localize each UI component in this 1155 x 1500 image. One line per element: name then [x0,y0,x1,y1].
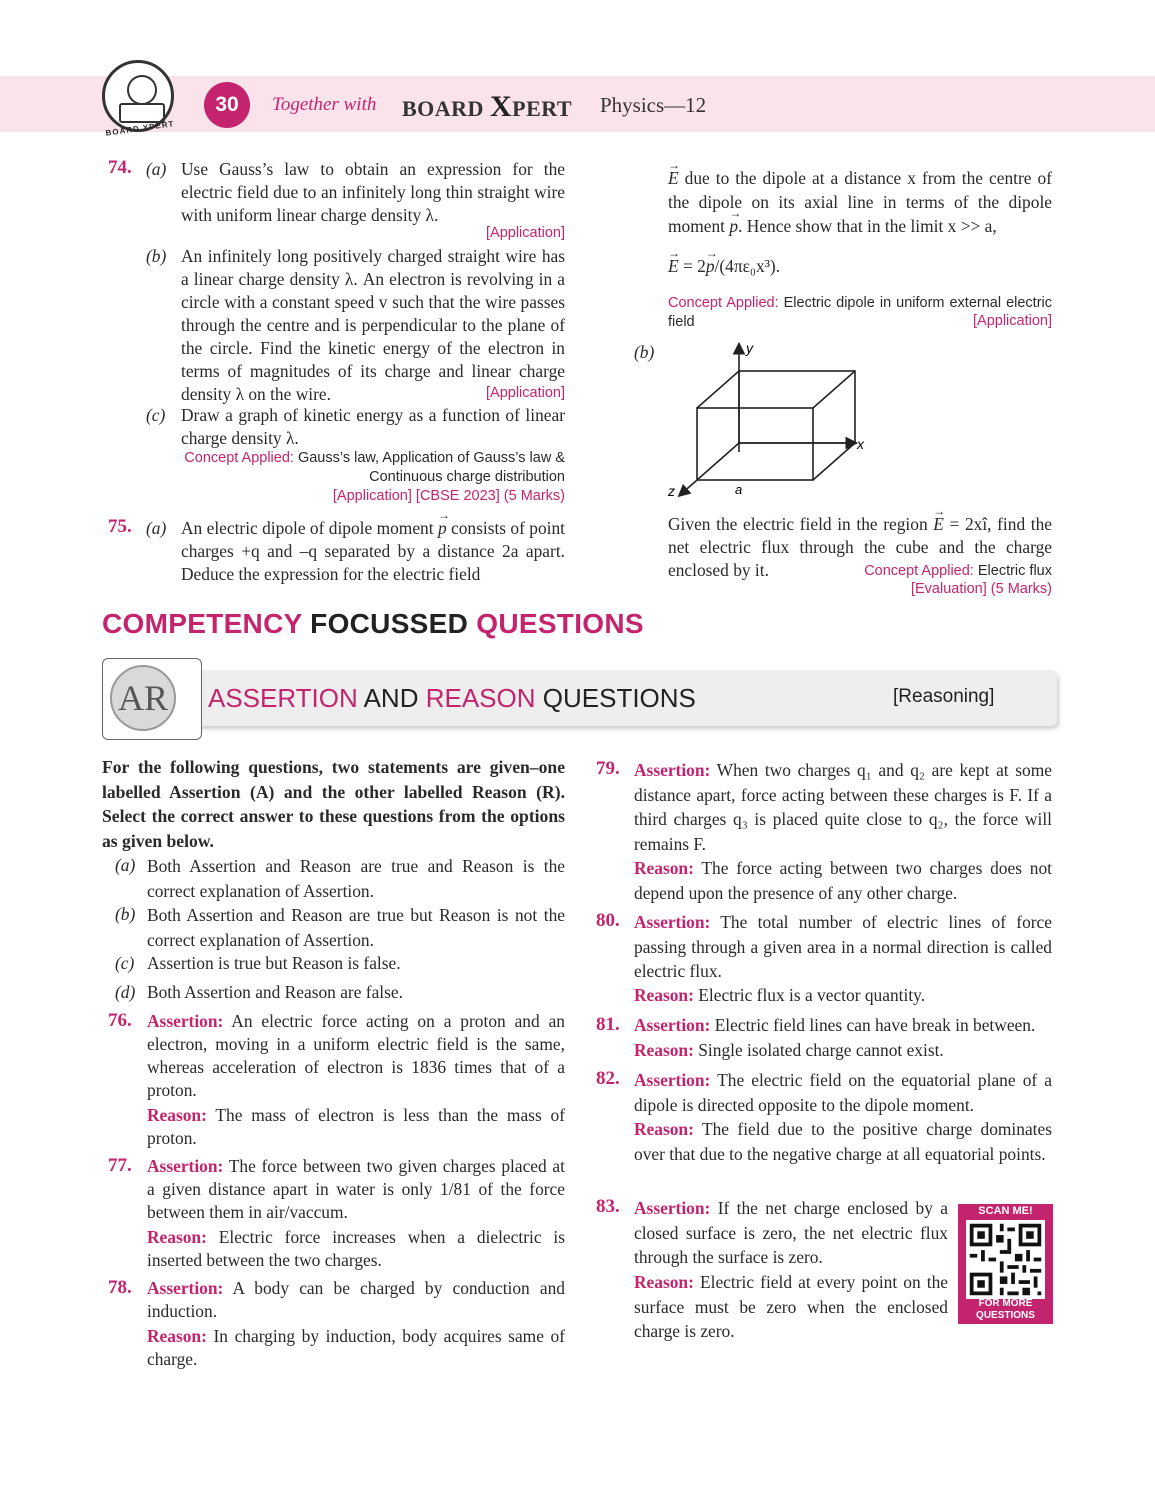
assertion-body: Electric field lines can have break in between. [714,1015,1036,1035]
heading-word: FOCUSSED [310,608,469,639]
concept-text: Electric dipole in uniform external electric field [668,295,1052,330]
part-label: (a) [146,518,167,538]
axis-label-z: z [668,483,675,499]
assertion-text [634,910,1052,984]
reason-text [147,1325,565,1371]
q74-tags: [Application] [CBSE 2023] (5 Marks) [332,488,565,504]
part-label: (a) [146,159,167,179]
part-label: (b) [634,342,655,362]
assertion-text [147,1010,565,1102]
section-heading [102,608,644,640]
cube-back-face [739,371,855,443]
q75-cont-text-1: due to the dipole at a distance x from the centre of the dipole on its axial line in terms of the dipole moment [668,168,1052,236]
q75-a-text-1: An electric dipole of dipole moment [181,518,434,538]
logo-text: BOARD XPERT [105,119,175,138]
ar-title-word: AND [363,683,419,713]
reason-label: Reason: [147,1105,207,1125]
q75-b-text-2: = 2xî, find the net electric flux through the cube and the charge enclosed by it. [668,514,1053,580]
assertion-body: A body can be charged by conduction and induction. [147,1278,566,1321]
part-label: (c) [146,405,166,425]
q75-cont-text-2: . Hence show that in the limit x >> a, [738,216,997,236]
reason-body: The field due to the positive charge dominates over that due to the negative charge at all equatorial points. [634,1119,1052,1164]
reason-text [634,1270,948,1344]
option-label: (c) [115,953,135,973]
q75-formula [668,255,780,278]
assertion-text [634,1196,948,1270]
assertion-label: Assertion: [147,1011,224,1031]
reason-text [147,1104,565,1150]
assertion-body: The total number of electric lines of force passing through a given area in a normal direction is called electric flux. [634,912,1052,981]
reason-body: Electric flux is a vector quantity. [698,985,926,1005]
reason-body: The force acting between two charges does not depend upon the presence of any other charge. [634,858,1052,903]
vector-E: → E [933,513,944,536]
option-text: Both Assertion and Reason are false. [147,982,403,1002]
ar-title-word: ASSERTION [208,683,358,713]
logo-face [127,75,157,105]
option-text: Both Assertion and Reason are true but Reason is not the correct explanation of Assertion. [147,905,565,950]
reason-text [147,1226,565,1272]
concept-text: Gauss’s law, Application of Gauss’s law & Continuous charge distribution [297,450,565,485]
assertion-body: If the net charge enclosed by a closed surface is zero, the net electric flux through the surface is zero. [634,1198,948,1267]
reason-label: Reason: [634,1040,694,1060]
question-number: 74. [108,157,132,178]
qr-code-panel[interactable] [958,1204,1053,1324]
assertion-label: Assertion: [147,1278,224,1298]
assertion-text [634,758,1052,856]
heading-word: COMPETENCY [102,608,303,639]
vector-E: → E [668,255,679,278]
question-number: 79. [596,758,620,779]
assertion-label: Assertion: [634,1015,711,1035]
axis-label-y: y [746,340,753,356]
concept-label: Concept Applied: [184,450,294,466]
q74-a-tag: [Application] [486,225,565,241]
cube-diagram [660,335,880,505]
option-text: Assertion is true but Reason is false. [147,953,401,973]
concept-label: Concept Applied: [668,295,779,311]
reason-body: Electric field at every point on the surface must be zero when the enclosed charge is zero. [634,1272,948,1341]
q75-b-tags: [Evaluation] (5 Marks) [910,581,1052,597]
vector-E: → E [668,166,679,190]
question-number: 75. [108,516,132,537]
reason-label: Reason: [147,1326,207,1346]
side-label-a: a [735,482,743,497]
q74-part-b: An infinitely long positively charged straight wire has a linear charge density λ. An electron is revolving in a circle with a constant speed v such that the wire passes through the centre and is perpendicular to the plane of the circle. Find the kinetic energy of the electron in terms of magnitudes of its charge and linear charge density λ on the wire. [181,246,565,404]
z-axis [680,443,739,495]
assertion-label: Assertion: [634,760,711,780]
concept-text: Electric flux [977,563,1052,579]
instructions: For the following questions, two statements are given–one labelled Assertion (A) and the other labelled Reason (R). Select the correct answer to these questions from the options as given below. [102,757,565,851]
reason-body: In charging by induction, body acquires same of charge. [147,1326,565,1369]
q75-continuation [668,166,1052,238]
qr-caption-top: SCAN ME! [978,1205,1033,1217]
reason-label: Reason: [634,1272,694,1292]
ar-title-word: REASON [425,683,536,713]
brand-post: PERT [512,96,573,121]
question-number: 83. [596,1196,620,1217]
qr-caption-bottom: FOR MORE QUESTIONS [976,1298,1035,1321]
vector-p: → p [729,214,738,238]
ar-icon: AR [110,665,176,731]
reason-label: Reason: [634,1119,694,1139]
reason-text [634,1039,1052,1062]
assertion-label: Assertion: [634,1070,711,1090]
axis-label-x: x [857,436,864,452]
assertion-text [634,1014,1052,1037]
skill-tag: [Reasoning] [893,686,995,707]
question-number: 76. [108,1010,132,1031]
page-number: 30 [204,82,250,128]
cube-front-face [697,408,813,480]
assertion-label: Assertion: [634,1198,711,1218]
reason-body: The mass of electron is less than the mass of proton. [147,1105,565,1148]
q75-part-a [181,517,565,586]
reason-body: Electric force increases when a dielectric is inserted between the two charges. [147,1227,565,1270]
qr-code-icon[interactable] [966,1220,1045,1299]
formula-mid: = 2 [678,256,706,276]
q74-concept [160,449,565,487]
question-number: 80. [596,910,620,931]
subject-title: Physics—12 [600,93,707,117]
question-number: 82. [596,1068,620,1089]
reason-label: Reason: [634,858,694,878]
part-label: (b) [146,246,167,266]
assertion-body: When two charges q₁ and q₂ are kept at some distance apart, force acting between these charges is F. If a third charges q₃ is placed quite close to q₂, the force will remains F. [634,760,1052,854]
brand-name [402,90,572,124]
assertion-body: An electric force acting on a proton and an electron, moving in a uniform electric field is the same, whereas acceleration of electron is 1836 times that of a proton. [147,1011,565,1100]
assertion-body: The electric field on the equatorial plane of a dipole is directed opposite to the dipole moment. [634,1070,1052,1115]
heading-word: QUESTIONS [476,608,644,639]
reason-text [634,984,1052,1007]
concept-label: Concept Applied: [864,563,974,579]
q75-a-text-2: consists of point charges +q and –q separated by a distance 2a apart. Deduce the expression for the electric field [181,518,566,584]
q75-b-text-1: Given the electric field in the region [668,514,928,534]
assertion-text [147,1155,565,1224]
formula-tail: /(4πε₀x³). [714,256,781,276]
vector-p: → p [706,255,715,278]
option-label: (d) [115,982,136,1002]
q75-b-concept [800,562,1052,581]
ar-title [208,683,696,714]
tagline: Together with [272,94,377,115]
reason-body: Single isolated charge cannot exist. [698,1040,944,1060]
question-number: 81. [596,1014,620,1035]
assertion-text [147,1277,565,1323]
option-label: (a) [115,855,136,875]
q74-b-tag: [Application] [486,385,565,401]
q75-tag-a: [Application] [973,313,1052,329]
brand-pre: BOARD [402,96,490,121]
assertion-label: Assertion: [634,912,711,932]
assertion-text [634,1068,1052,1117]
reason-label: Reason: [147,1227,207,1247]
question-number: 77. [108,1155,132,1176]
ar-title-word: QUESTIONS [542,683,696,713]
logo-book [119,103,165,123]
vector-p: → p [438,517,447,540]
option-text: Both Assertion and Reason are true and Reason is the correct explanation of Assertion. [147,856,565,901]
assertion-body: The force between two given charges placed at a given distance apart in water is only 1/81 of the force between them in air/vaccum. [147,1156,565,1222]
assertion-label: Assertion: [147,1156,224,1176]
option-label: (b) [115,904,136,924]
q74-part-a: Use Gauss’s law to obtain an expression for the electric field due to an infinitely long thin straight wire with uniform linear charge density λ. [181,159,565,225]
reason-text [634,1117,1052,1166]
q74-part-c: Draw a graph of kinetic energy as a function of linear charge density λ. [181,405,565,448]
reason-text [634,856,1052,905]
reason-label: Reason: [634,985,694,1005]
brand-x: X [489,90,513,123]
question-number: 78. [108,1277,132,1298]
